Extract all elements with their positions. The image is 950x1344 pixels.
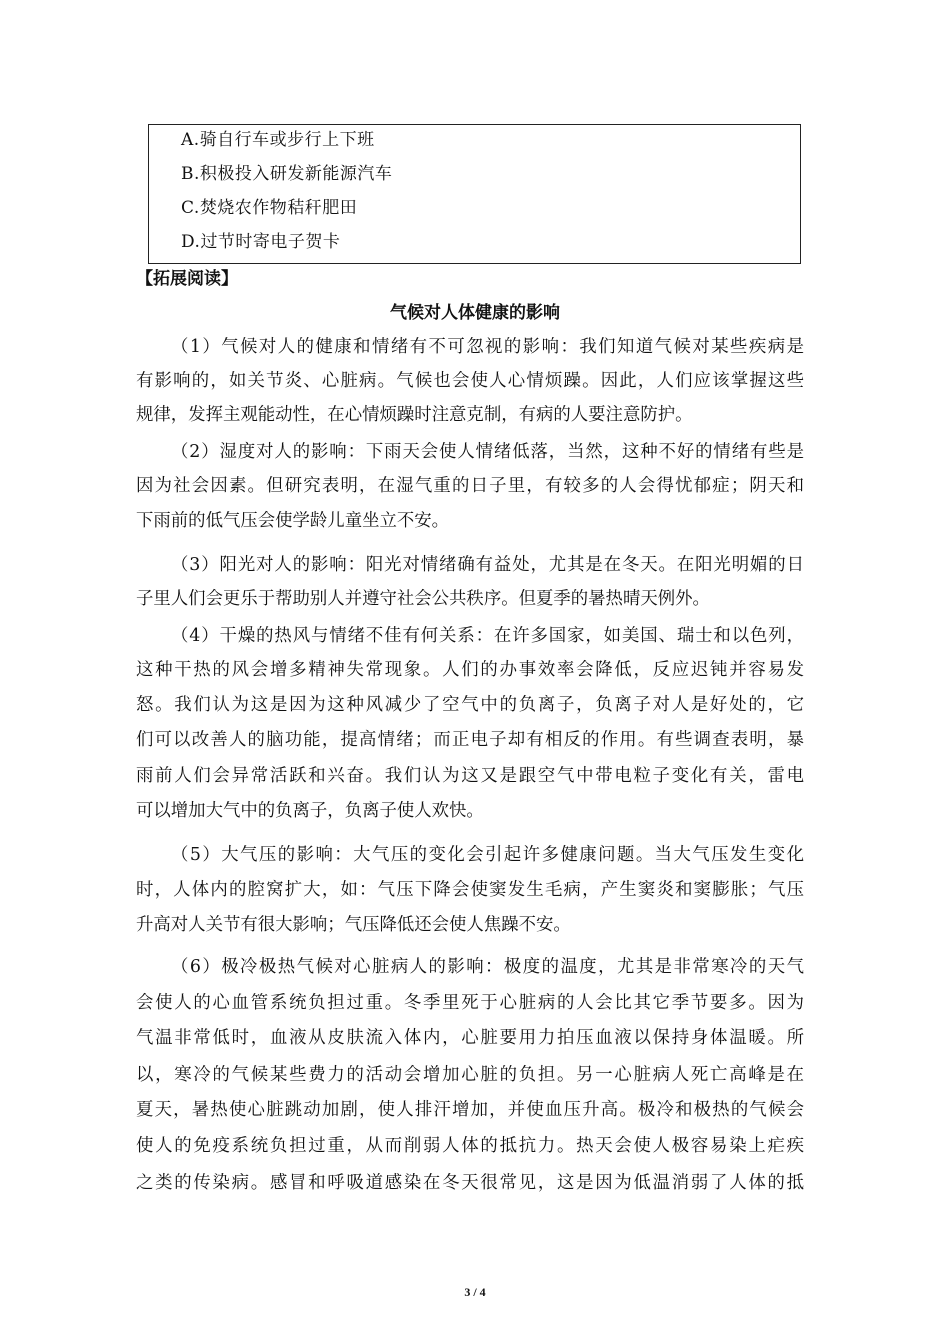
paragraph-line: 夏天，暑热使心脏跳动加剧，使人排汗增加，并使血压升高。极冷和极热的气候会 bbox=[136, 1100, 804, 1120]
section-label: 【拓展阅读】 bbox=[136, 269, 238, 289]
paragraph-line: 气温非常低时，血液从皮肤流入体内，心脏要用力拍压血液以保持身体温暖。所 bbox=[136, 1028, 804, 1048]
paragraph-line: 子里人们会更乐于帮助别人并遵守社会公共秩序。但夏季的暑热晴天例外。 bbox=[136, 589, 710, 609]
paragraph-line: 之类的传染病。感冒和呼吸道感染在冬天很常见，这是因为低温消弱了人体的抵 bbox=[136, 1173, 804, 1193]
paragraph-line: 有影响的，如关节炎、心脏病。气候也会使人心情烦躁。因此，人们应该掌握这些 bbox=[136, 371, 804, 391]
option-text: 焚烧农作物秸秆肥田 bbox=[199, 198, 358, 218]
option-c bbox=[181, 196, 357, 220]
paragraph-line: 们可以改善人的脑功能，提高情绪；而正电子却有相反的作用。有些调查表明，暴 bbox=[136, 730, 804, 750]
paragraph-line: 下雨前的低气压会使学龄儿童坐立不安。 bbox=[136, 511, 450, 531]
option-letter: A. bbox=[181, 130, 200, 150]
option-letter: D. bbox=[181, 232, 201, 252]
option-letter: C. bbox=[181, 198, 200, 218]
option-text: 过节时寄电子贺卡 bbox=[200, 232, 341, 252]
paragraph-line: 升高对人关节有很大影响；气压降低还会使人焦躁不安。 bbox=[136, 915, 571, 935]
paragraph-line: 使人的免疫系统负担过重，从而削弱人体的抵抗力。热天会使人极容易染上疟疾 bbox=[136, 1136, 804, 1156]
option-letter: B. bbox=[181, 164, 200, 184]
option-b bbox=[181, 162, 392, 186]
paragraph-line: 怒。我们认为这是因为这种风减少了空气中的负离子，负离子对人是好处的，它 bbox=[136, 695, 804, 715]
option-a bbox=[181, 128, 375, 152]
article-title: 气候对人体健康的影响 bbox=[390, 303, 560, 323]
paragraph-line: （4）干燥的热风与情绪不佳有何关系：在许多国家，如美国、瑞士和以色列， bbox=[171, 626, 804, 646]
option-text: 骑自行车或步行上下班 bbox=[199, 130, 375, 150]
paragraph-line: （5）大气压的影响：大气压的变化会引起许多健康问题。当大气压发生变化 bbox=[171, 845, 804, 865]
paragraph-line: 因为社会因素。但研究表明，在湿气重的日子里，有较多的人会得忧郁症；阴天和 bbox=[136, 476, 804, 496]
paragraph-line: 时，人体内的腔窝扩大，如：气压下降会使窦发生毛病，产生窦炎和窦膨胀；气压 bbox=[136, 880, 804, 900]
answer-options-box bbox=[148, 124, 801, 264]
paragraph-line: （6）极冷极热气候对心脏病人的影响：极度的温度，尤其是非常寒冷的天气 bbox=[171, 957, 804, 977]
option-text: 积极投入研发新能源汽车 bbox=[199, 164, 393, 184]
paragraph-line: 可以增加大气中的负离子，负离子使人欢快。 bbox=[136, 801, 484, 821]
paragraph-line: 这种干热的风会增多精神失常现象。人们的办事效率会降低，反应迟钝并容易发 bbox=[136, 660, 804, 680]
paragraph-line: （1）气候对人的健康和情绪有不可忽视的影响：我们知道气候对某些疾病是 bbox=[171, 337, 804, 357]
page-number: 3 / 4 bbox=[464, 1285, 486, 1299]
paragraph-line: 规律，发挥主观能动性，在心情烦躁时注意克制，有病的人要注意防护。 bbox=[136, 405, 693, 425]
paragraph-line: 雨前人们会异常活跃和兴奋。我们认为这又是跟空气中带电粒子变化有关，雷电 bbox=[136, 766, 804, 786]
paragraph-line: 会使人的心血管系统负担过重。冬季里死于心脏病的人会比其它季节要多。因为 bbox=[136, 993, 804, 1013]
paragraph-line: （2）湿度对人的影响：下雨天会使人情绪低落，当然，这种不好的情绪有些是 bbox=[171, 442, 804, 462]
option-d bbox=[181, 230, 340, 254]
paragraph-line: （3）阳光对人的影响：阳光对情绪确有益处，尤其是在冬天。在阳光明媚的日 bbox=[171, 555, 804, 575]
paragraph-line: 以，寒冷的气候某些费力的活动会增加心脏的负担。另一心脏病人死亡高峰是在 bbox=[136, 1065, 804, 1085]
